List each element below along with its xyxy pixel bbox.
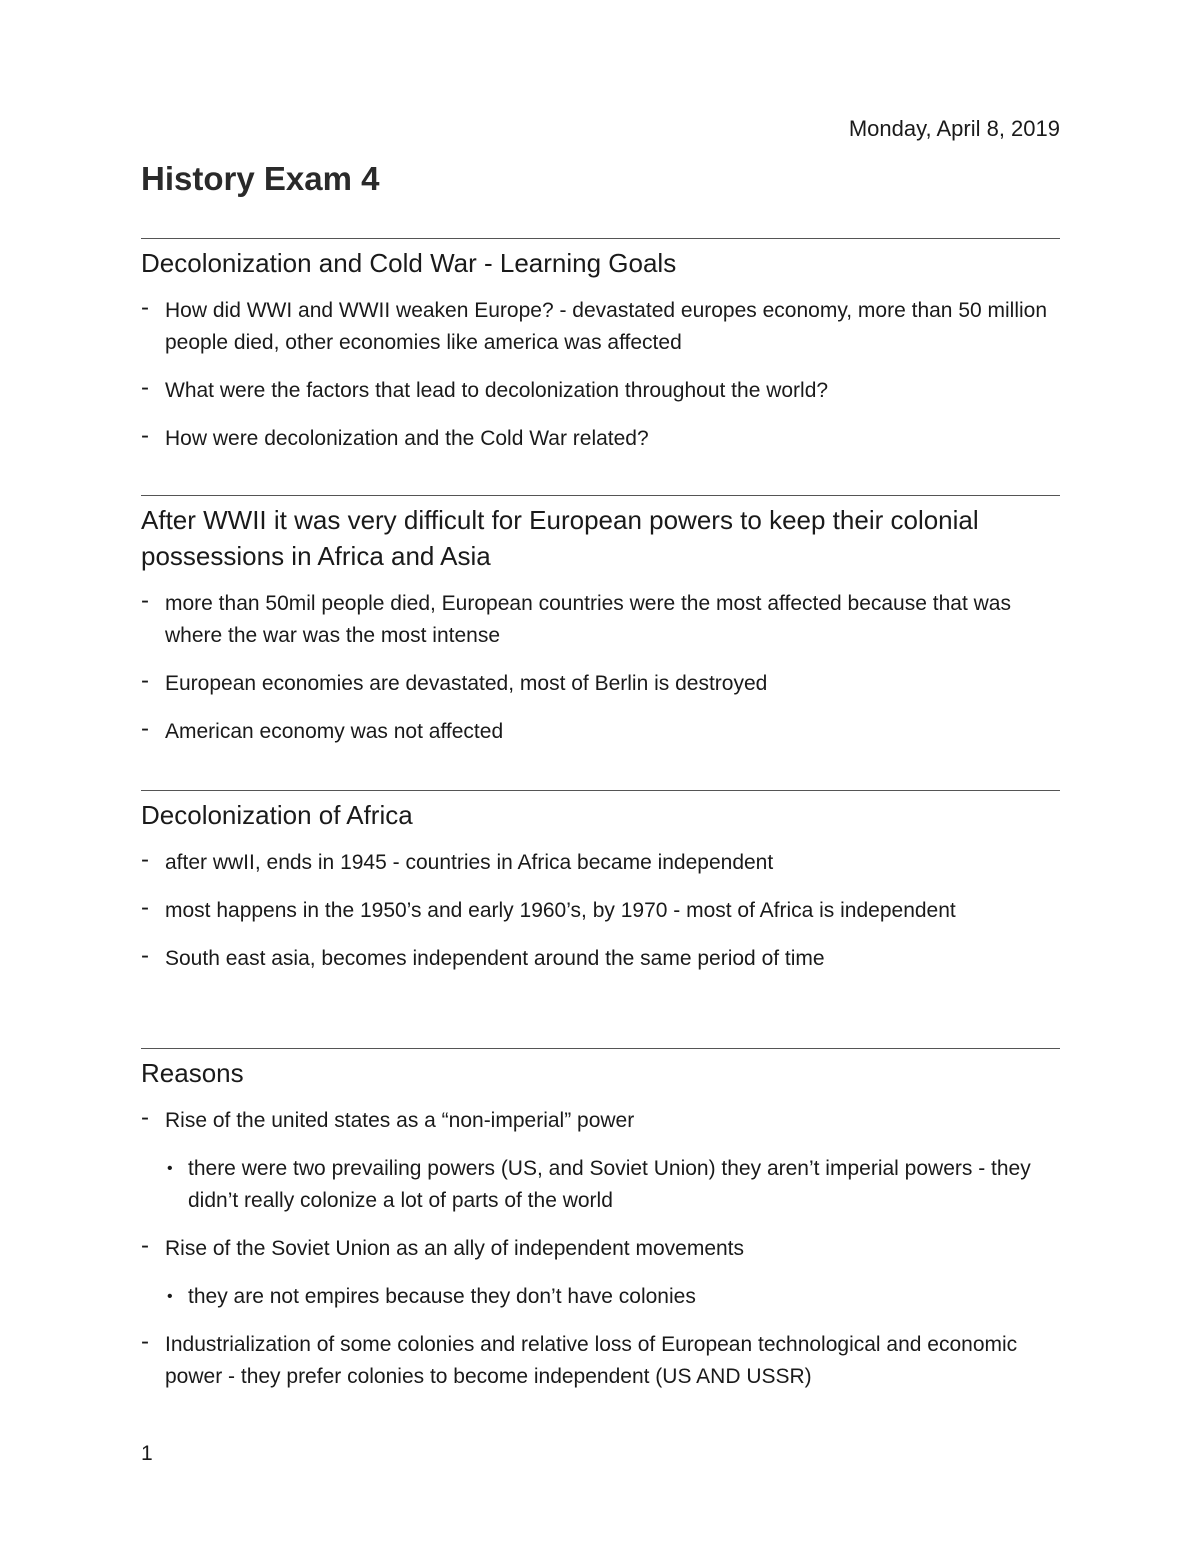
list-item-text: Rise of the Soviet Union as an ally of independent movements (165, 1237, 745, 1260)
list-item-text: American economy was not affected (165, 720, 504, 743)
list-item-text: most happens in the 1950’s and early 1960’s, by 1970 - most of Africa is independent (165, 899, 956, 922)
dash-bullet-icon: - (141, 422, 149, 449)
section-after-wwii (141, 495, 1060, 748)
document-title: History Exam 4 (141, 160, 380, 197)
dash-bullet-icon: - (141, 715, 149, 742)
section-heading: After WWII it was very difficult for European powers to keep their colonial possessions in Africa and Asia (141, 505, 979, 571)
dash-bullet-icon: - (141, 1328, 149, 1355)
list-item-text: What were the factors that lead to decolonization throughout the world? (165, 379, 829, 402)
dash-bullet-icon: - (141, 1232, 149, 1259)
list-item-text: How were decolonization and the Cold War related? (165, 427, 649, 450)
section-decolonization-africa (141, 790, 1060, 975)
list-item (141, 895, 1060, 927)
dash-bullet-icon: - (141, 1104, 149, 1131)
dot-bullet-icon: • (167, 1160, 173, 1177)
sub-list-item (141, 1281, 1060, 1313)
list-item (141, 375, 1060, 407)
dash-bullet-icon: - (141, 587, 149, 614)
document-date: Monday, April 8, 2019 (848, 116, 1060, 141)
list-item-text: after wwII, ends in 1945 - countries in Africa became independent (165, 851, 774, 874)
dash-bullet-icon: - (141, 294, 149, 321)
list-item (141, 1233, 1060, 1265)
dash-bullet-icon: - (141, 894, 149, 921)
list-item-text: How did WWI and WWII weaken Europe? - devastated europes economy, more than 50 million people died, other economies like america was affected (165, 299, 1048, 354)
list-item-text: South east asia, becomes independent around the same period of time (165, 947, 825, 970)
section-learning-goals (141, 238, 1060, 455)
list-item-text: European economies are devastated, most of Berlin is destroyed (165, 672, 768, 695)
list-item-text: Industrialization of some colonies and relative loss of European technological and economic power - they prefer colonies to become independent (US AND USSR) (165, 1333, 1018, 1388)
list-item (141, 1105, 1060, 1137)
dash-bullet-icon: - (141, 942, 149, 969)
section-reasons (141, 1048, 1060, 1393)
list-item (141, 668, 1060, 700)
list-item (141, 295, 1060, 359)
dot-bullet-icon: • (167, 1288, 173, 1305)
list-item (141, 1329, 1060, 1393)
list-item (141, 847, 1060, 879)
dash-bullet-icon: - (141, 846, 149, 873)
dash-bullet-icon: - (141, 374, 149, 401)
dash-bullet-icon: - (141, 667, 149, 694)
list-item-text: more than 50mil people died, European countries were the most affected because that was where the war was the most intense (165, 592, 1011, 647)
section-heading: Decolonization and Cold War - Learning Goals (141, 248, 677, 278)
list-item (141, 423, 1060, 455)
page-number: 1 (141, 1442, 153, 1465)
section-heading: Decolonization of Africa (141, 800, 413, 830)
list-item (141, 943, 1060, 975)
section-heading: Reasons (141, 1058, 244, 1088)
list-item (141, 716, 1060, 748)
sub-list-item-text: there were two prevailing powers (US, and Soviet Union) they aren’t imperial powers - they didn’t really colonize a lot of parts of the world (188, 1157, 1031, 1212)
sub-list-item-text: they are not empires because they don’t have colonies (188, 1285, 696, 1308)
sub-list-item (141, 1153, 1060, 1217)
list-item (141, 588, 1060, 652)
list-item-text: Rise of the united states as a “non-imperial” power (165, 1109, 635, 1132)
